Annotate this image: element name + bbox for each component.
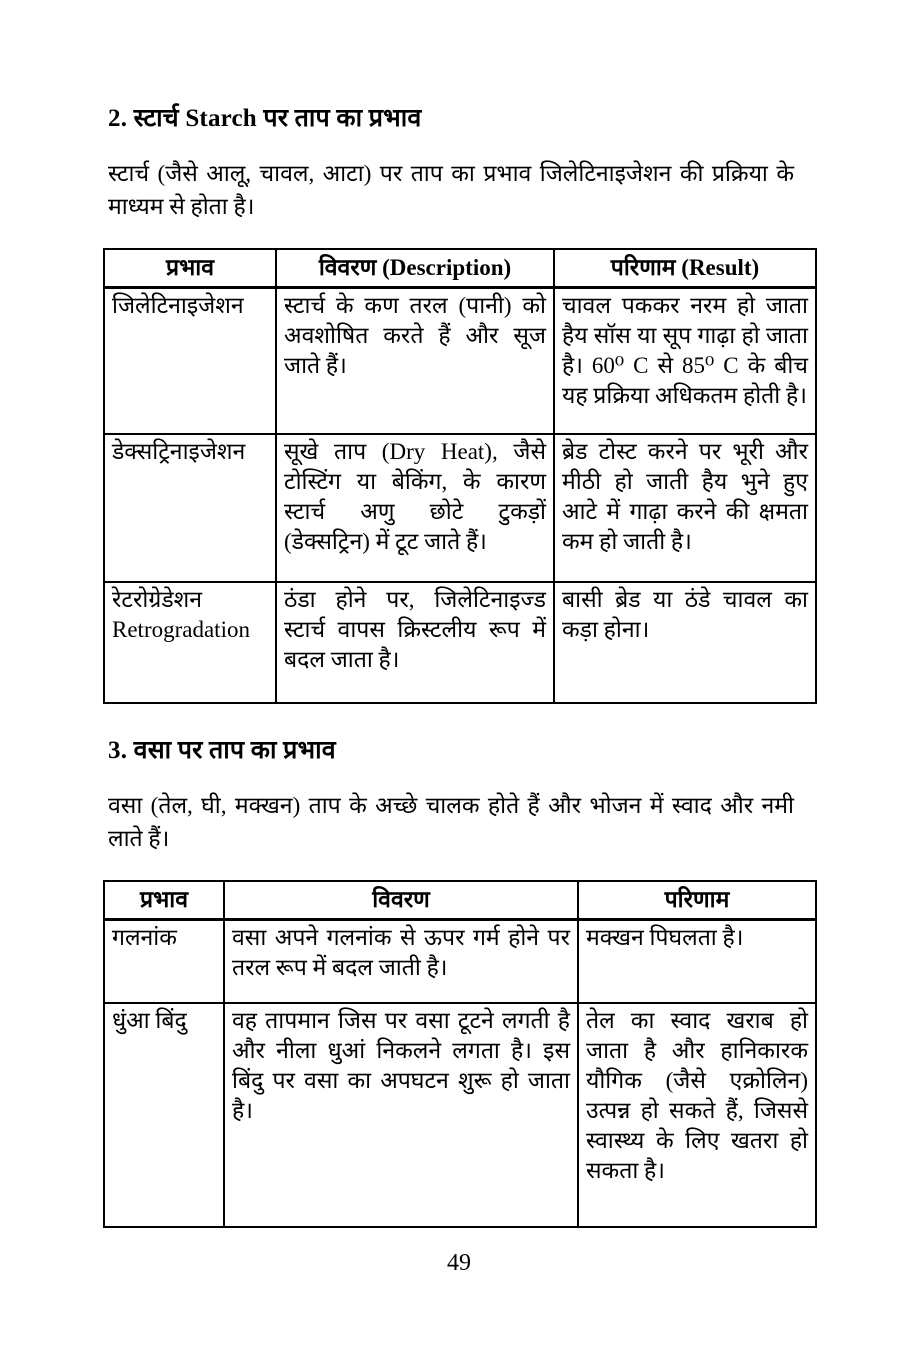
- starch-effects-table: [103, 248, 817, 704]
- section-heading-fat: 3. वसा पर ताप का प्रभाव: [108, 736, 336, 764]
- page-content: [103, 104, 815, 1277]
- description-cell: सूखे ताप (Dry Heat), जैसे टोस्टिंग या बेकिंग, के कारण स्टार्च अणु छोटे टुकड़ों (डेक्सट्रिन) में टूट जाते हैं।: [276, 434, 554, 582]
- section-intro-fat: वसा (तेल, घी, मक्खन) ताप के अच्छे चालक होते हैं और भोजन में स्वाद और नमी लाते हैं।: [108, 792, 794, 851]
- section-spacer: [103, 704, 815, 736]
- result-cell: मक्खन पिघलता है।: [578, 919, 816, 1003]
- description-cell: ठंडा होने पर, जिलेटिनाइज्ड स्टार्च वापस क्रिस्टलीय रूप में बदल जाता है।: [276, 582, 554, 703]
- effect-cell: धुंआ बिंदु: [104, 1003, 224, 1227]
- column-header-result: परिणाम (Result): [554, 249, 816, 288]
- table-row: [104, 288, 816, 434]
- fat-effects-table: [103, 880, 817, 1229]
- column-header-description: विवरण (Description): [276, 249, 554, 288]
- result-cell: बासी ब्रेड या ठंडे चावल का कड़ा होना।: [554, 582, 816, 703]
- section-heading-starch: 2. स्टार्च Starch पर ताप का प्रभाव: [108, 105, 422, 132]
- section-intro-starch: स्टार्च (जैसे आलू, चावल, आटा) पर ताप का प्रभाव जिलेटिनाइजेशन की प्रक्रिया के माध्यम से होता है।: [108, 161, 794, 219]
- page-number: 49: [447, 1250, 471, 1276]
- description-cell: स्टार्च के कण तरल (पानी) को अवशोषित करते हैं और सूज जाते हैं।: [276, 288, 554, 434]
- column-header-description: विवरण: [224, 881, 578, 920]
- table-row: [104, 919, 816, 1003]
- column-header-result: परिणाम: [578, 881, 816, 920]
- result-cell: चावल पककर नरम हो जाता हैय सॉस या सूप गाढ़ा हो जाता है। 60⁰ C से 85⁰ C के बीच यह प्रक्रिया अधिकतम होती है।: [554, 288, 816, 434]
- column-header-effect: प्रभाव: [104, 881, 224, 920]
- result-cell: तेल का स्वाद खराब हो जाता है और हानिकारक यौगिक (जैसे एक्रोलिन) उत्पन्न हो सकते हैं, जिससे स्वास्थ्य के लिए खतरा हो सकता है।: [578, 1003, 816, 1227]
- result-cell: ब्रेड टोस्ट करने पर भूरी और मीठी हो जाती हैय भुने हुए आटे में गाढ़ा करने की क्षमता कम हो जाती है।: [554, 434, 816, 582]
- table-row: [104, 582, 816, 703]
- effect-cell: गलनांक: [104, 919, 224, 1003]
- table-header-row: [104, 249, 816, 288]
- description-cell: वसा अपने गलनांक से ऊपर गर्म होने पर तरल रूप में बदल जाती है।: [224, 919, 578, 1003]
- effect-cell: रेटरोग्रेडेशन Retrogradation: [104, 582, 276, 703]
- table-row: [104, 1003, 816, 1227]
- column-header-effect: प्रभाव: [104, 249, 276, 288]
- description-cell: वह तापमान जिस पर वसा टूटने लगती है और नीला धुआं निकलने लगता है। इस बिंदु पर वसा का अपघटन शुरू हो जाता है।: [224, 1003, 578, 1227]
- table-header-row: [104, 881, 816, 920]
- effect-cell: डेक्सट्रिनाइजेशन: [104, 434, 276, 582]
- table-row: [104, 434, 816, 582]
- effect-cell: जिलेटिनाइजेशन: [104, 288, 276, 434]
